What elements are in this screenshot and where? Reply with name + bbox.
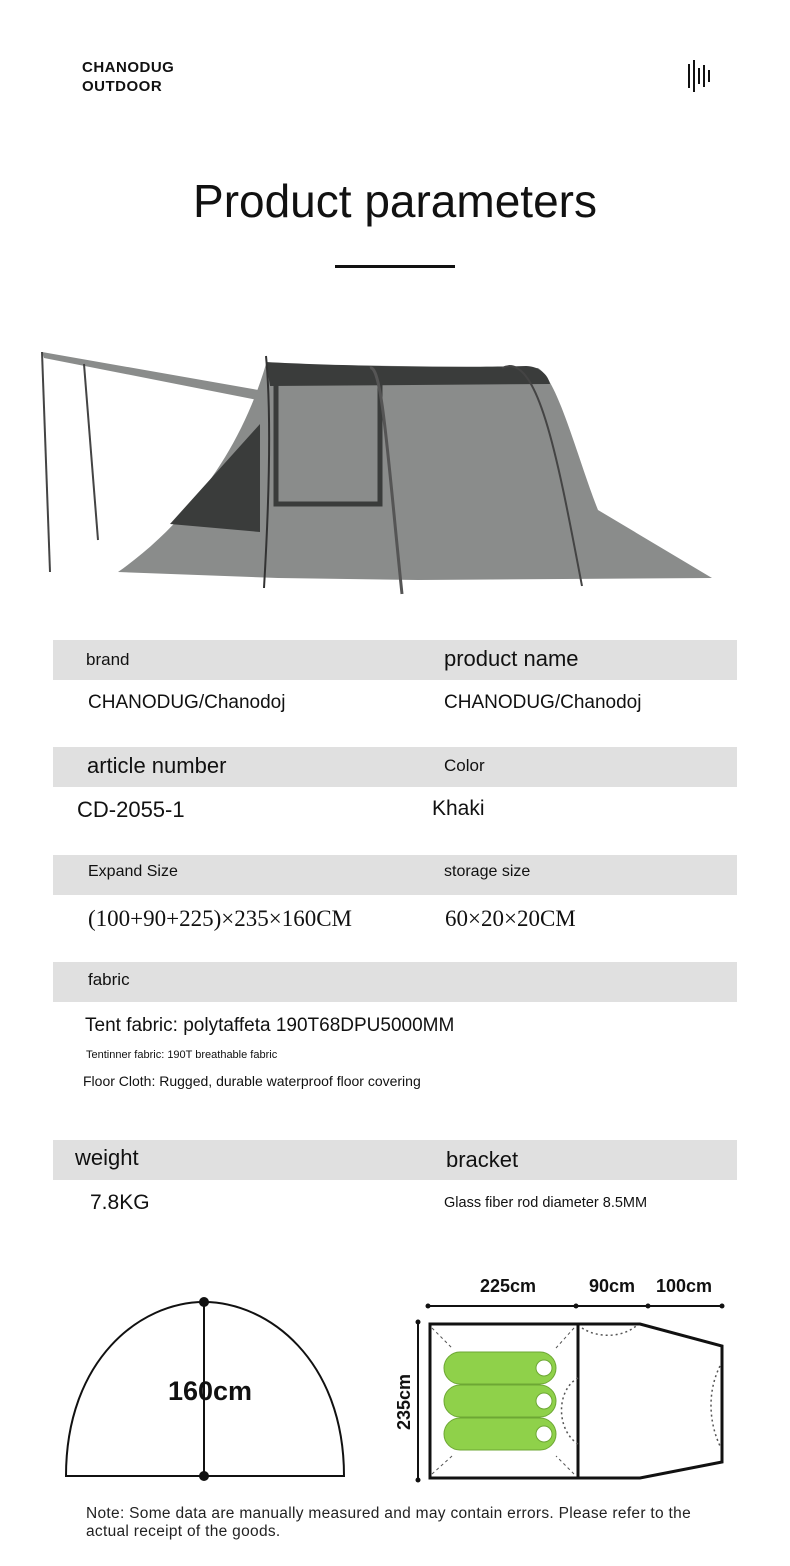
article-number-label: article number — [87, 753, 227, 778]
tent-illustration — [38, 340, 718, 600]
storage-size-value: 60×20×20CM — [445, 906, 576, 931]
fabric-label: fabric — [88, 970, 130, 989]
product-name-label: product name — [444, 646, 579, 671]
height-dimension-label: 160cm — [167, 1376, 253, 1406]
color-value: Khaki — [432, 797, 485, 820]
color-label: Color — [444, 756, 485, 775]
brand-logo — [82, 58, 174, 96]
length-label-100: 100cm — [655, 1276, 713, 1296]
length-label-90: 90cm — [588, 1276, 636, 1296]
spec-bar-weight — [53, 1140, 737, 1180]
floor-plan-diagram — [392, 1270, 737, 1490]
expand-size-value: (100+90+225)×235×160CM — [88, 906, 352, 931]
disclaimer-note: Note: Some data are manually measured and may contain errors. Please refer to the actual receipt of the goods. — [86, 1505, 691, 1540]
weight-value: 7.8KG — [90, 1191, 150, 1214]
bracket-value: Glass fiber rod diameter 8.5MM — [444, 1195, 648, 1211]
fabric-line-3: Floor Cloth: Rugged, durable waterproof floor covering — [83, 1073, 421, 1089]
weight-label: weight — [75, 1145, 139, 1170]
expand-size-label: Expand Size — [88, 863, 178, 880]
fabric-line-1: Tent fabric: polytaffeta 190T68DPU5000MM — [85, 1015, 455, 1036]
brand-line-2: OUTDOOR — [82, 78, 163, 95]
title-divider — [335, 265, 455, 268]
brand-line-1: CHANODUG — [82, 59, 175, 76]
spec-bar-brand — [53, 640, 737, 680]
dome-height-diagram — [60, 1290, 370, 1490]
width-dimension-label: 235cm — [394, 1373, 414, 1431]
sound-bars-icon — [686, 60, 714, 92]
length-label-225: 225cm — [479, 1276, 537, 1296]
fabric-line-2: Tentinner fabric: 190T breathable fabric — [86, 1049, 278, 1061]
product-name-value: CHANODUG/Chanodoj — [444, 692, 642, 713]
bracket-label: bracket — [446, 1147, 519, 1172]
storage-size-label: storage size — [444, 863, 531, 880]
brand-value: CHANODUG/Chanodoj — [88, 692, 286, 713]
page-title: Product parameters — [193, 175, 597, 227]
article-number-value: CD-2055-1 — [77, 797, 185, 822]
sleeping-bag-icons — [444, 1352, 556, 1450]
brand-label: brand — [86, 650, 130, 669]
spec-bar-fabric — [53, 962, 737, 1002]
